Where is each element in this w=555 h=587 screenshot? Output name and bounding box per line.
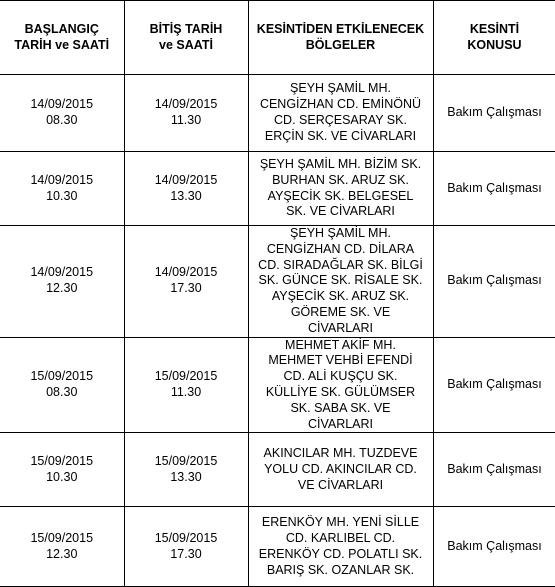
header-affected-regions — [248, 1, 433, 75]
table-row — [0, 337, 555, 433]
cell-affected-regions — [248, 152, 433, 226]
cell-outage-topic-text: Bakım Çalışması — [447, 377, 541, 391]
cell-start-datetime-line: 12.30 — [0, 547, 124, 563]
cell-end-datetime-line: 15/09/2015 — [125, 369, 248, 385]
cell-start-datetime-line: 15/09/2015 — [0, 369, 124, 385]
cell-end-datetime-line: 14/09/2015 — [125, 173, 248, 189]
header-topic-line-1: KESİNTİ — [434, 22, 555, 38]
cell-start-datetime-line: 14/09/2015 — [0, 97, 124, 113]
cell-affected-regions-line: CİVARLARI — [253, 417, 429, 433]
cell-start-datetime — [0, 226, 124, 338]
cell-end-datetime — [124, 507, 248, 587]
cell-end-datetime — [124, 226, 248, 338]
table-row — [0, 433, 555, 507]
cell-outage-topic — [433, 507, 555, 587]
cell-affected-regions-line: MEHMET VEHBİ EFENDİ — [253, 353, 429, 369]
cell-affected-regions-line: ERÇİN SK. VE CİVARLARI — [253, 129, 429, 145]
cell-outage-topic — [433, 152, 555, 226]
cell-end-datetime-line: 11.30 — [125, 385, 248, 401]
cell-affected-regions-line: SK. GÜNCE SK. RİSALE SK. — [253, 273, 429, 289]
header-topic-line-2: KONUSU — [434, 38, 555, 54]
cell-end-datetime — [124, 337, 248, 433]
cell-affected-regions-line: SK. SABA SK. VE — [253, 401, 429, 417]
header-outage-topic — [433, 1, 555, 75]
table-body — [0, 75, 555, 587]
cell-start-datetime-line: 14/09/2015 — [0, 265, 124, 281]
cell-affected-regions-line: AKINCILAR MH. TUZDEVE — [253, 446, 429, 462]
cell-outage-topic-text: Bakım Çalışması — [447, 273, 541, 287]
table-row — [0, 75, 555, 152]
cell-start-datetime-line: 15/09/2015 — [0, 454, 124, 470]
cell-start-datetime-line: 08.30 — [0, 113, 124, 129]
cell-affected-regions-line: CİVARLARI — [253, 321, 429, 337]
header-regions-line-1: KESİNTİDEN ETKİLENECEK — [249, 22, 433, 38]
cell-end-datetime-line: 15/09/2015 — [125, 454, 248, 470]
header-end-line-1: BİTİŞ TARİH — [125, 22, 248, 38]
cell-affected-regions-line: ERENKÖY CD. POLATLI SK. — [253, 547, 429, 563]
cell-affected-regions-line: AYŞECİK SK. BELGESEL — [253, 189, 429, 205]
cell-affected-regions-line: BARIŞ SK. OZANLAR SK. — [253, 563, 429, 579]
cell-end-datetime — [124, 433, 248, 507]
table-row — [0, 226, 555, 338]
cell-start-datetime — [0, 337, 124, 433]
header-regions-line-2: BÖLGELER — [249, 38, 433, 54]
cell-outage-topic-text: Bakım Çalışması — [447, 539, 541, 553]
cell-affected-regions — [248, 226, 433, 338]
cell-end-datetime-line: 17.30 — [125, 281, 248, 297]
cell-affected-regions-line: CD. SERÇESARAY SK. — [253, 113, 429, 129]
cell-start-datetime-line: 14/09/2015 — [0, 173, 124, 189]
cell-affected-regions-line: KÜLLİYE SK. GÜLÜMSER — [253, 385, 429, 401]
cell-affected-regions-line: ŞEYH ŞAMİL MH. — [253, 81, 429, 97]
cell-start-datetime — [0, 75, 124, 152]
cell-end-datetime — [124, 75, 248, 152]
cell-start-datetime-line: 08.30 — [0, 385, 124, 401]
cell-outage-topic — [433, 433, 555, 507]
table-row — [0, 507, 555, 587]
cell-end-datetime-line: 13.30 — [125, 189, 248, 205]
header-row — [0, 1, 555, 75]
cell-outage-topic — [433, 226, 555, 338]
cell-affected-regions-line: YOLU CD. AKINCILAR CD. — [253, 462, 429, 478]
cell-affected-regions-line: VE CİVARLARI — [253, 478, 429, 494]
cell-start-datetime-line: 15/09/2015 — [0, 531, 124, 547]
cell-affected-regions-line: BURHAN SK. ARUZ SK. — [253, 173, 429, 189]
cell-affected-regions-line: MEHMET AKİF MH. — [253, 338, 429, 354]
cell-affected-regions-line: ŞEYH ŞAMİL MH. BİZİM SK. — [253, 157, 429, 173]
cell-end-datetime-line: 13.30 — [125, 470, 248, 486]
cell-affected-regions-line: ERENKÖY MH. YENİ SİLLE — [253, 515, 429, 531]
cell-start-datetime — [0, 507, 124, 587]
cell-affected-regions-line: CD. ALİ KUŞÇU SK. — [253, 369, 429, 385]
cell-outage-topic-text: Bakım Çalışması — [447, 181, 541, 195]
cell-affected-regions-line: CENGİZHAN CD. DİLARA — [253, 242, 429, 258]
cell-start-datetime — [0, 152, 124, 226]
cell-end-datetime-line: 14/09/2015 — [125, 265, 248, 281]
cell-affected-regions-line: CD. KARLIBEL CD. — [253, 531, 429, 547]
cell-affected-regions-line: CD. SIRADAĞLAR SK. BİLGİ — [253, 258, 429, 274]
cell-outage-topic — [433, 337, 555, 433]
cell-outage-topic — [433, 75, 555, 152]
cell-end-datetime — [124, 152, 248, 226]
cell-start-datetime-line: 12.30 — [0, 281, 124, 297]
cell-affected-regions-line: SK. VE CİVARLARI — [253, 204, 429, 220]
cell-affected-regions — [248, 433, 433, 507]
table-row — [0, 152, 555, 226]
cell-affected-regions-line: GÖREME SK. VE — [253, 305, 429, 321]
cell-end-datetime-line: 11.30 — [125, 113, 248, 129]
header-start-datetime — [0, 1, 124, 75]
header-start-line-1: BAŞLANGIÇ — [0, 22, 124, 38]
cell-start-datetime-line: 10.30 — [0, 189, 124, 205]
cell-affected-regions-line: AYŞECİK SK. ARUZ SK. — [253, 289, 429, 305]
cell-end-datetime-line: 14/09/2015 — [125, 97, 248, 113]
cell-affected-regions — [248, 75, 433, 152]
header-end-line-2: ve SAATİ — [125, 38, 248, 54]
cell-start-datetime — [0, 433, 124, 507]
cell-affected-regions — [248, 507, 433, 587]
header-end-datetime — [124, 1, 248, 75]
cell-end-datetime-line: 17.30 — [125, 547, 248, 563]
cell-affected-regions-line: ŞEYH ŞAMİL MH. — [253, 226, 429, 242]
cell-outage-topic-text: Bakım Çalışması — [447, 105, 541, 119]
cell-end-datetime-line: 15/09/2015 — [125, 531, 248, 547]
header-start-line-2: TARİH ve SAATİ — [0, 38, 124, 54]
cell-start-datetime-line: 10.30 — [0, 470, 124, 486]
cell-outage-topic-text: Bakım Çalışması — [447, 462, 541, 476]
cell-affected-regions — [248, 337, 433, 433]
cell-affected-regions-line: CENGİZHAN CD. EMİNÖNÜ — [253, 97, 429, 113]
